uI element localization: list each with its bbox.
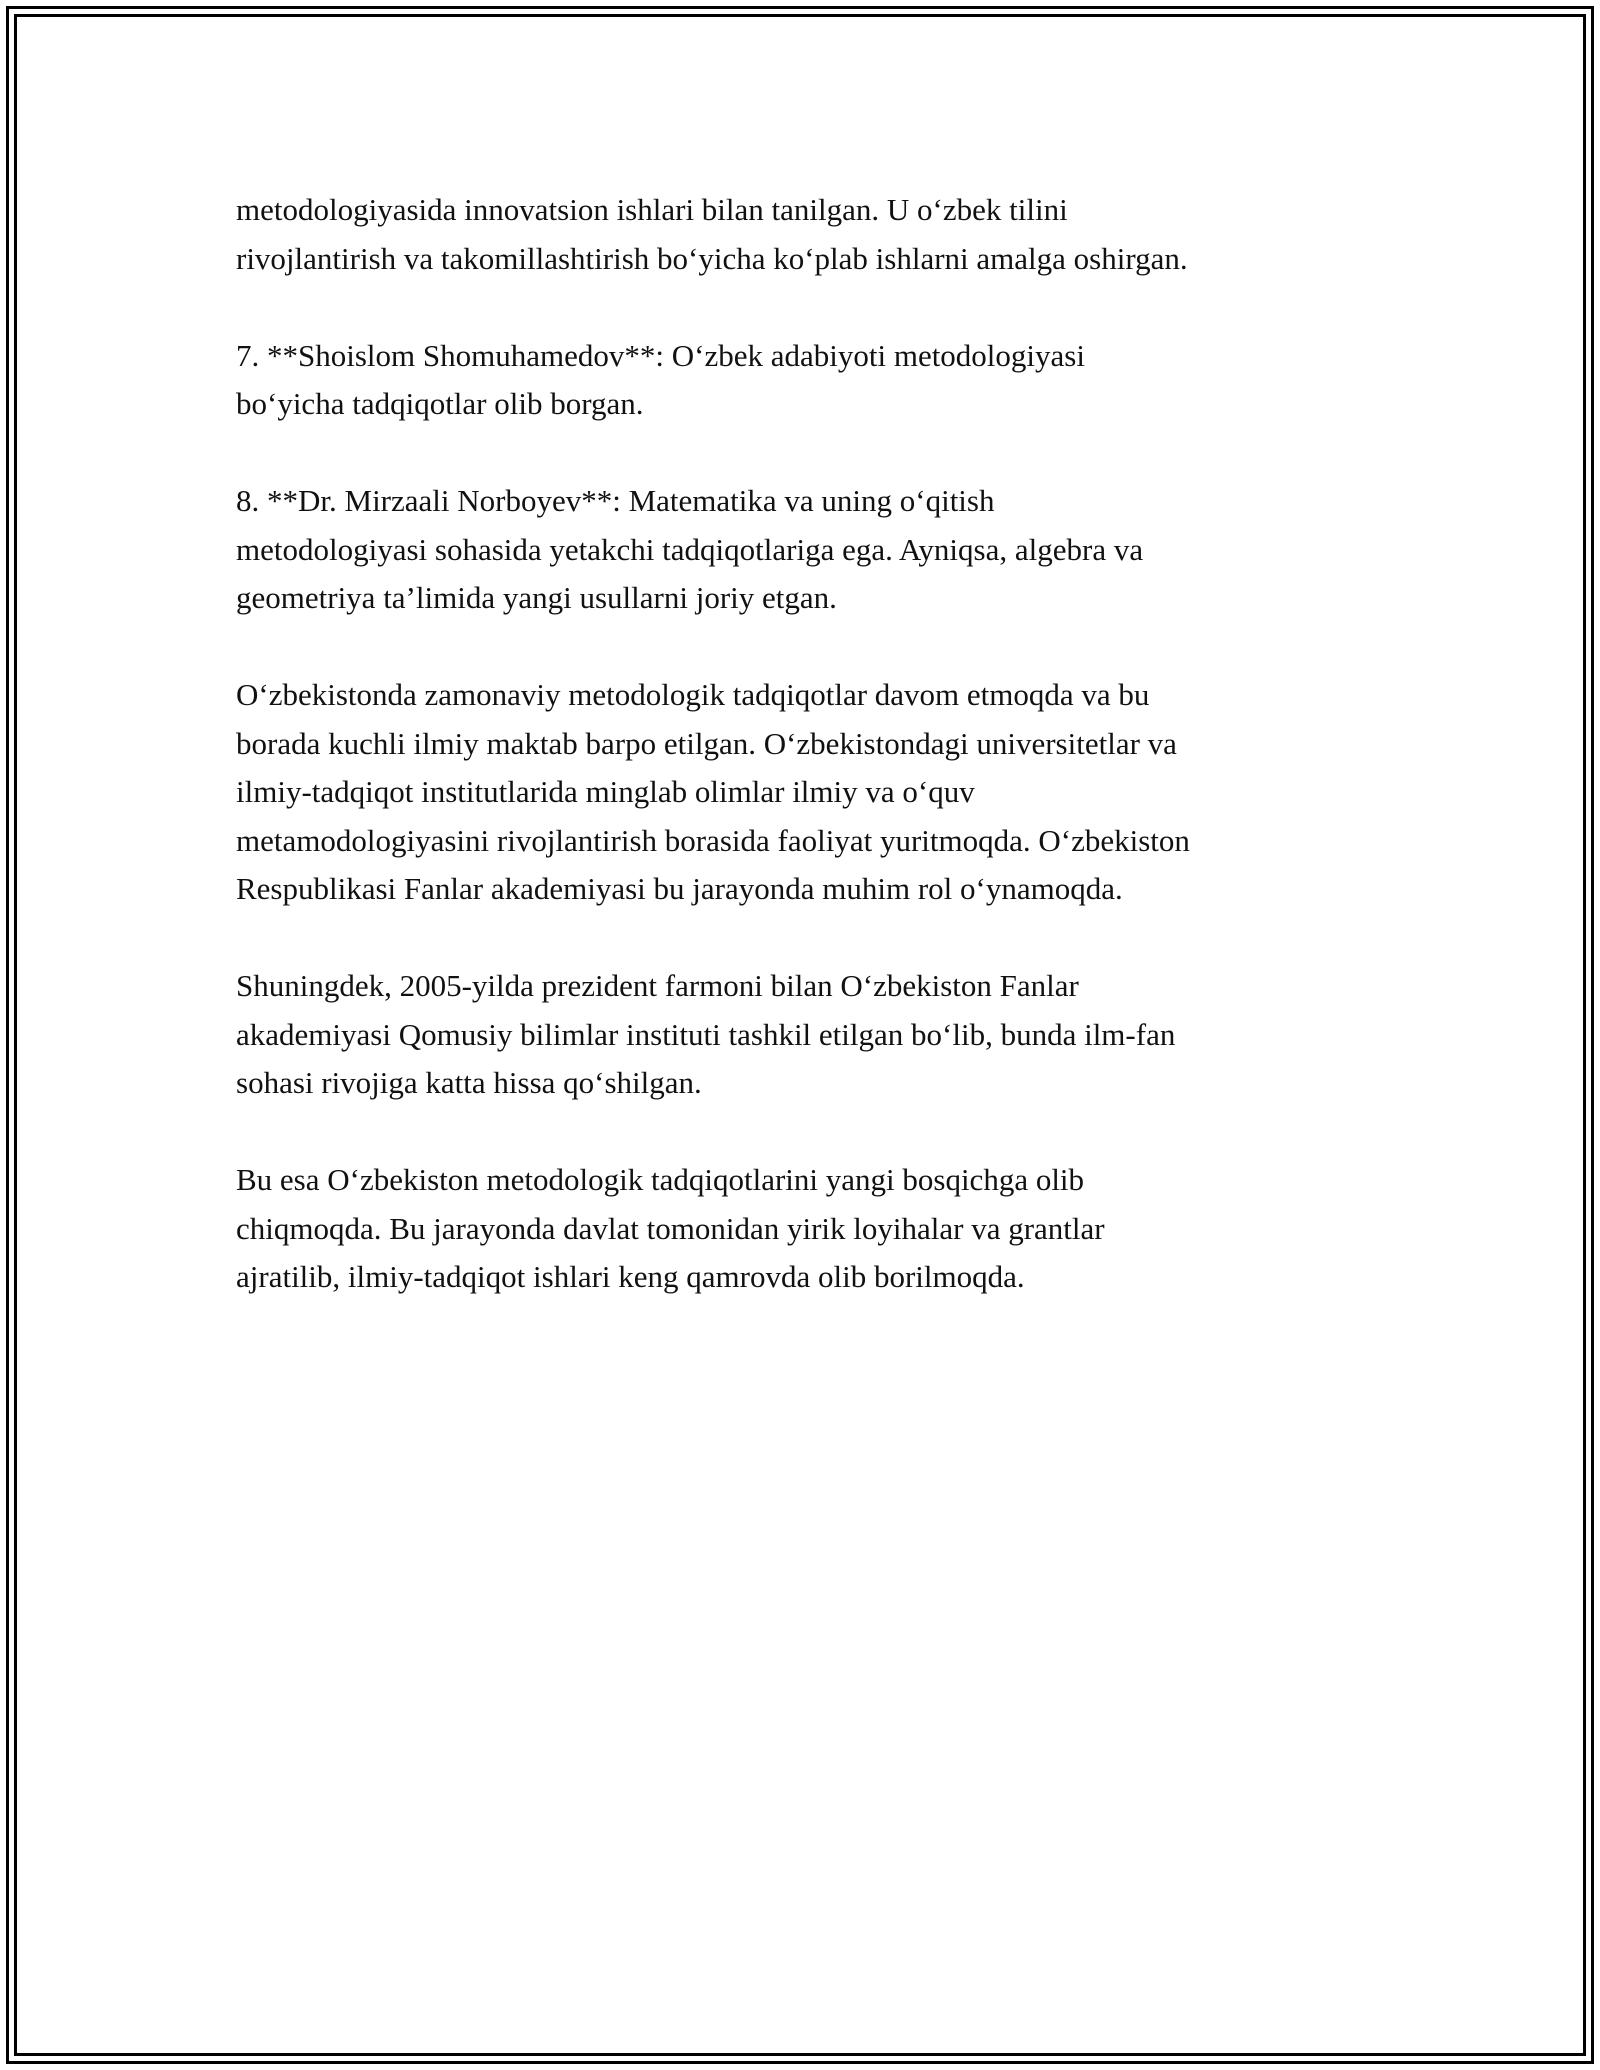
document-body bbox=[236, 186, 1376, 1350]
paragraph-conclusion: Bu esa O‘zbekiston metodologik tadqiqotlarini yangi bosqichga olib chiqmoqda. Bu jarayonda davlat tomonidan yirik loyihalar va grantlar ajratilib, ilmiy-tadqiqot ishlari keng qamrovda olib borilmoqda. bbox=[236, 1162, 1105, 1294]
paragraph-item-7: 7. **Shoislom Shomuhamedov**: O‘zbek adabiyoti metodologiyasi bo‘yicha tadqiqotlar olib borgan. bbox=[236, 337, 1085, 421]
paragraph-academy-institute: Shuningdek, 2005-yilda prezident farmoni bilan O‘zbekiston Fanlar akademiyasi Qomusiy bilimlar instituti tashkil etilgan bo‘lib, bunda ilm-fan sohasi rivojiga katta hissa qo‘shilgan. bbox=[236, 968, 1176, 1100]
paragraph-modern-research: O‘zbekistonda zamonaviy metodologik tadqiqotlar davom etmoqda va bu borada kuchli ilmiy maktab barpo etilgan. O‘zbekistondagi universitetlar va ilmiy-tadqiqot institutlarida minglab olimlar ilmiy va o‘quv metamodologiyasini rivojlantirish borasida faoliyat yuritmoqda. O‘zbekiston Respublikasi Fanlar akademiyasi bu jarayonda muhim rol o‘ynamoqda. bbox=[236, 677, 1190, 906]
paragraph-intro-continuation: metodologiyasida innovatsion ishlari bilan tanilgan. U o‘zbek tilini rivojlantirish va takomillashtirish bo‘yicha ko‘plab ishlarni amalga oshirgan. bbox=[236, 192, 1188, 276]
paragraph-item-8: 8. **Dr. Mirzaali Norboyev**: Matematika va uning o‘qitish metodologiyasi sohasida yetakchi tadqiqotlariga ega. Ayniqsa, algebra va geometriya ta’limida yangi usullarni joriy etgan. bbox=[236, 483, 1144, 615]
